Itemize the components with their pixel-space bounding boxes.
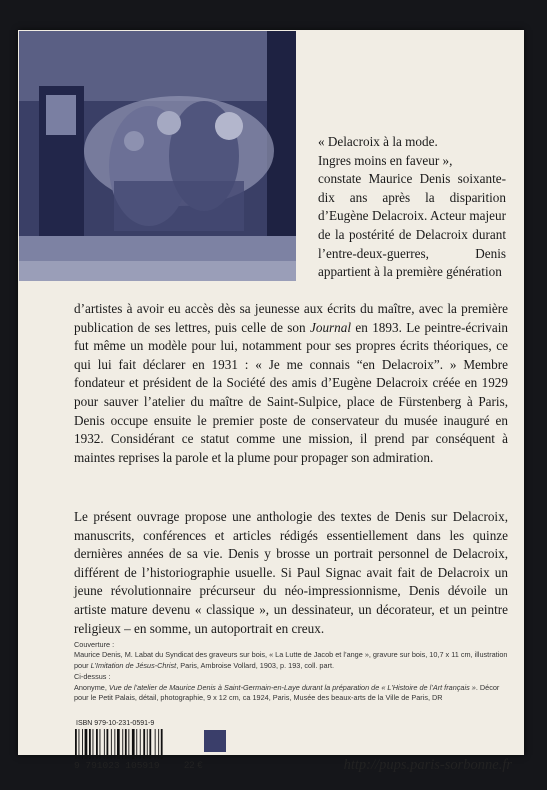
paragraph-1-part-a: d’artistes à avoir eu accès dès sa jeunesse aux écrits du maître, avec la première publication de ses lettres, puis celle de son — [74, 301, 508, 335]
atelier-photograph — [19, 31, 296, 281]
price-label: 22 € — [184, 760, 203, 771]
above-credit-a: Anonyme, — [74, 682, 109, 692]
barcode-icon — [74, 729, 174, 759]
cover-credit-label: Couverture : — [74, 640, 115, 649]
quote-line-1: « Delacroix à la mode. — [318, 134, 438, 149]
color-swatch — [204, 730, 226, 752]
above-credit-b: . Décor pour le Petit Palais, détail, photographie, 9 x 12 cm, ca 1924, Paris, Musée des beaux-arts de la Ville de Paris, DR — [74, 682, 500, 703]
paragraph-1-part-b: en 1893. Le peintre-écrivain fut même un modèle pour lui, notamment pour ses propres écrits théoriques, ce qui lui fait déclarer en 1931 : « Je me connais “en Delacroix”. » Membre fondateur et président de la Société des amis d’Eugène Delacroix créée en 1929 pour sauver l’atelier du maître de Saint-Sulpice, place de Fürstenberg à Paris, Denis occupe ensuite le premier poste de conservateur du musée inauguré en 1932. Considérant ce statut comme une mission, il prend par conséquent à maintes reprises la parole et la plume pour propager son admiration. — [74, 319, 508, 465]
journal-title: Journal — [310, 319, 352, 335]
quote-line-3: constate Maurice Denis soixante-dix ans après la disparition d’Eugène Delacroix. Acteur majeur de la postérité de Delacroix durant l’entre-deux-guerres, Denis appartient à la première génération — [318, 171, 506, 280]
atelier-photograph-image — [19, 31, 296, 281]
intro-quote-text — [318, 133, 506, 282]
cover-credit-a: Maurice Denis, M. Labat du Syndicat des graveurs sur bois, « La Lutte de Jacob et l’ange », gravure sur bois, 10,7 x 11 cm, illustration pour — [74, 650, 508, 670]
paragraph-1 — [74, 300, 508, 467]
publisher-url: http://pups.paris-sorbonne.fr — [343, 757, 512, 773]
book-back-cover — [18, 30, 524, 773]
isbn-label: ISBN 979-10-231-0591-9 — [76, 720, 155, 727]
isbn-digits: 9 791023 105919 — [74, 760, 160, 771]
barcode-block — [74, 720, 224, 772]
above-credit-title: Vue de l’atelier de Maurice Denis à Saint-Germain-en-Laye durant la préparation de « L’Histoire de l’Art français » — [108, 682, 476, 692]
cover-credit-title: L’Imitation de Jésus-Christ — [90, 660, 177, 670]
paragraph-2: Le présent ouvrage propose une anthologie des textes de Denis sur Delacroix, manuscrits, conférences et articles rédigés essentiellement dans les quinze dernières années de sa vie. Denis y brosse un portrait personnel de Delacroix, différent de l’historiographie usuelle. Si Paul Signac avait fait de Delacroix un jeune révolutionnaire précurseur du néo-impressionnisme, Denis dévoile un artiste mature devenu « classique », un dessinateur, un décorateur, et un peintre religieux – en somme, un autoportrait en creux. — [74, 509, 508, 636]
above-credit-label: Ci-dessus : — [74, 672, 111, 682]
image-credits — [74, 640, 510, 703]
quote-line-2: Ingres moins en faveur », — [318, 152, 453, 168]
cover-credit-text — [74, 650, 510, 671]
above-credit-text — [74, 683, 510, 704]
cover-credit-b: , Paris, Ambroise Vollard, 1903, p. 193, coll. part. — [176, 660, 334, 670]
